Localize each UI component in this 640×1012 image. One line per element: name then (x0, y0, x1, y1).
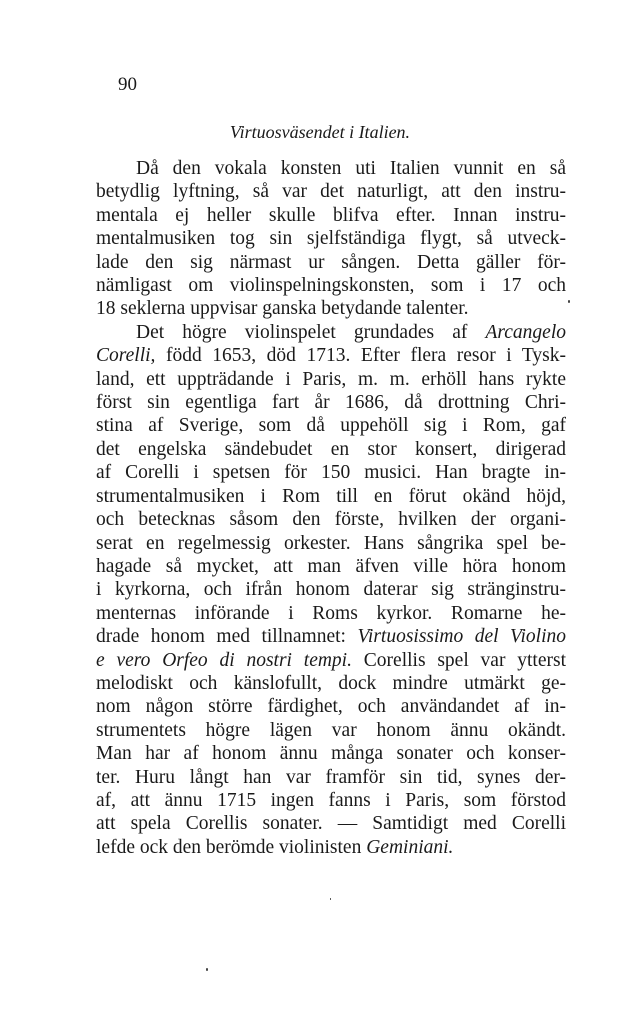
text-line (96, 180, 566, 203)
body-text (96, 157, 566, 859)
text-line (96, 742, 566, 765)
ink-speck (568, 300, 570, 303)
text-line (96, 438, 566, 461)
text-segment: betydlig lyftning, så var det naturligt, att den instru- (96, 181, 566, 203)
text-segment: mentalmusiken tog sin sjelfständiga flygt, så utveck- (96, 228, 566, 250)
text-segment: Då den vokala konsten uti Italien vunnit en så (136, 158, 566, 179)
text-segment: land, ett uppträdande i Paris, m. m. erhöll hans rykte (96, 368, 566, 390)
text-segment: 18 seklerna uppvisar ganska betydande talenter. (96, 298, 469, 320)
text-line (96, 344, 566, 367)
text-segment: melodiskt och känslofullt, dock mindre utmärkt ge- (96, 672, 566, 694)
italic-text-segment: Geminiani. (366, 836, 454, 858)
italic-text-segment: Corelli, (96, 345, 156, 367)
text-line (96, 625, 566, 648)
text-line (96, 391, 566, 414)
text-segment: att spela Corellis sonater. — Samtidigt med Corelli (96, 813, 566, 835)
text-segment: nom någon större färdighet, och användandet af in- (96, 696, 566, 718)
text-line (96, 157, 566, 180)
italic-text-segment: Arcangelo (485, 321, 566, 343)
text-segment: Corellis spel var ytterst (351, 649, 566, 671)
text-line (96, 672, 566, 695)
text-line (96, 719, 566, 742)
ink-speck (206, 968, 208, 971)
text-segment: strumentalmusiken i Rom till en förut okänd höjd, (96, 485, 566, 507)
text-segment: det engelska sändebudet en stor konsert, dirigerad (96, 438, 566, 460)
page-number: 90 (118, 74, 137, 95)
text-line (96, 368, 566, 391)
italic-text-segment: e vero Orfeo di nostri tempi. (96, 649, 352, 671)
text-segment: drade honom med tillnamnet: (96, 626, 358, 648)
text-line (96, 485, 566, 508)
text-line (96, 251, 566, 274)
text-segment: strumentets högre lägen var honom ännu okändt. (96, 719, 566, 741)
ink-speck (330, 898, 331, 900)
text-line (96, 508, 566, 531)
text-line (96, 204, 566, 227)
text-line (96, 532, 566, 555)
text-line (96, 414, 566, 437)
text-segment: i kyrkorna, och ifrån honom daterar sig stränginstru- (96, 579, 566, 601)
text-line (96, 812, 566, 835)
text-segment: hagade så mycket, att man äfven ville höra honom (96, 555, 566, 577)
text-segment: först sin egentliga fart år 1686, då drottning Chri- (96, 392, 566, 414)
text-line (96, 602, 566, 625)
text-line (96, 836, 566, 859)
text-segment: af, att ännu 1715 ingen fanns i Paris, som förstod (96, 789, 566, 811)
text-line (96, 649, 566, 672)
text-line (96, 695, 566, 718)
text-line (96, 578, 566, 601)
text-segment: mentala ej heller skulle blifva efter. Innan instru- (96, 204, 566, 226)
text-segment: lefde ock den berömde violinisten (96, 836, 367, 858)
text-segment: född 1653, död 1713. Efter flera resor i Tysk- (155, 345, 566, 367)
text-segment: nämligast om violinspelningskonsten, som i 17 och (96, 275, 566, 297)
text-segment: serat en regelmessig orkester. Hans sångrika spel be- (96, 532, 566, 554)
text-segment: Man har af honom ännu många sonater och konser- (96, 743, 566, 765)
text-line (96, 297, 566, 320)
italic-text-segment: Virtuosissimo del Violino (357, 626, 566, 648)
text-segment: och betecknas såsom den förste, hvilken der organi- (96, 509, 566, 531)
text-line (96, 321, 566, 344)
section-heading: Virtuosväsendet i Italien. (229, 122, 411, 142)
text-line (96, 766, 566, 789)
text-line (96, 274, 566, 297)
text-line (96, 555, 566, 578)
text-line (96, 227, 566, 250)
text-segment: Det högre violinspelet grundades af (136, 321, 486, 343)
text-segment: lade den sig närmast ur sången. Detta gäller för- (96, 251, 566, 273)
text-segment: menternas införande i Roms kyrkor. Romarne he- (96, 602, 566, 624)
text-segment: ter. Huru långt han var framför sin tid, synes der- (96, 766, 566, 788)
text-line (96, 461, 566, 484)
text-segment: stina af Sverige, som då uppehöll sig i Rom, gaf (96, 415, 566, 437)
text-segment: af Corelli i spetsen för 150 musici. Han bragte in- (96, 462, 566, 484)
text-line (96, 789, 566, 812)
